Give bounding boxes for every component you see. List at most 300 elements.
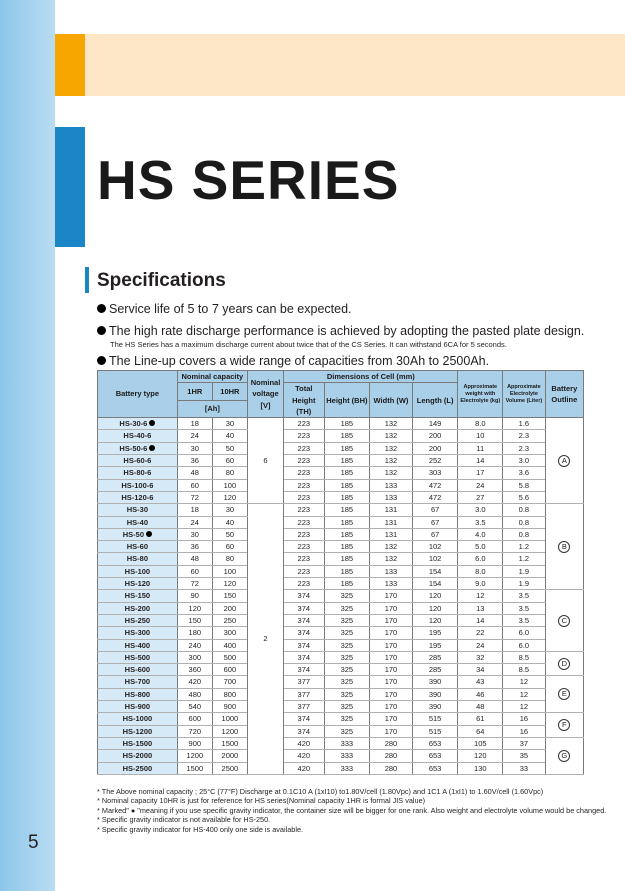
outline-circle-label: A xyxy=(558,455,570,467)
outline-circle-label: G xyxy=(558,750,570,762)
cell-weight: 14 xyxy=(458,614,503,626)
cell-width: 133 xyxy=(370,479,413,491)
table-row xyxy=(98,590,584,602)
cell-height: 333 xyxy=(324,762,370,774)
cell-battery-type: HS-800 xyxy=(98,688,178,700)
table-row xyxy=(98,737,584,749)
cell-width: 170 xyxy=(370,590,413,602)
table-row xyxy=(98,430,584,442)
cell-electrolyte-volume: 1.9 xyxy=(503,565,546,577)
cell-electrolyte-volume: 1.2 xyxy=(503,553,546,565)
table-row xyxy=(98,528,584,540)
header-battery-outline: Battery Outline xyxy=(545,371,583,418)
cell-capacity-1hr: 540 xyxy=(177,701,212,713)
cell-total-height: 374 xyxy=(284,627,324,639)
cell-length: 390 xyxy=(412,688,458,700)
cell-weight: 5.0 xyxy=(458,541,503,553)
cell-electrolyte-volume: 6.0 xyxy=(503,627,546,639)
cell-width: 132 xyxy=(370,442,413,454)
cell-battery-type: HS-250 xyxy=(98,614,178,626)
cell-total-height: 223 xyxy=(284,467,324,479)
table-row xyxy=(98,701,584,713)
cell-battery-outline xyxy=(545,418,583,504)
cell-capacity-1hr: 30 xyxy=(177,528,212,540)
cell-weight: 32 xyxy=(458,651,503,663)
cell-capacity-10hr: 80 xyxy=(212,553,247,565)
bullet-dot-icon xyxy=(97,356,106,365)
cell-width: 170 xyxy=(370,664,413,676)
footnote: * Nominal capacity 10HR is just for reference for HS series(Nominal capacity 1HR is formal JIS value) xyxy=(97,796,426,806)
table-row xyxy=(98,479,584,491)
cell-battery-type: HS-900 xyxy=(98,701,178,713)
cell-height: 325 xyxy=(324,725,370,737)
cell-battery-type: HS-30-6 xyxy=(98,418,178,430)
bullet-2: The high rate discharge performance is achieved by adopting the pasted plate design. xyxy=(97,322,612,340)
cell-height: 185 xyxy=(324,491,370,503)
cell-capacity-10hr: 50 xyxy=(212,528,247,540)
cell-total-height: 223 xyxy=(284,442,324,454)
cell-width: 131 xyxy=(370,504,413,516)
cell-battery-type: HS-1200 xyxy=(98,725,178,737)
table-row xyxy=(98,676,584,688)
cell-height: 325 xyxy=(324,713,370,725)
footnote: * The Above nominal capacity ; 25°C (77°F) Discharge at 0.1C10 A (1xI10) to1.80V/cell (1.80Vpc) and 1C1 A (1xI1) to 1.60V/cell (1.60Vpc) xyxy=(97,787,544,796)
cell-battery-type: HS-40-6 xyxy=(98,430,178,442)
cell-capacity-10hr: 1000 xyxy=(212,713,247,725)
cell-length: 200 xyxy=(412,430,458,442)
cell-capacity-1hr: 900 xyxy=(177,737,212,749)
cell-total-height: 223 xyxy=(284,455,324,467)
cell-capacity-1hr: 36 xyxy=(177,455,212,467)
table-row xyxy=(98,639,584,651)
cell-capacity-1hr: 24 xyxy=(177,430,212,442)
cell-capacity-10hr: 1500 xyxy=(212,737,247,749)
cell-height: 185 xyxy=(324,553,370,565)
cell-capacity-1hr: 24 xyxy=(177,516,212,528)
cell-width: 132 xyxy=(370,418,413,430)
cell-width: 132 xyxy=(370,467,413,479)
table-row xyxy=(98,418,584,430)
cell-electrolyte-volume: 6.0 xyxy=(503,639,546,651)
cell-capacity-10hr: 300 xyxy=(212,627,247,639)
cell-battery-type: HS-600 xyxy=(98,664,178,676)
cell-total-height: 374 xyxy=(284,725,324,737)
cell-capacity-1hr: 18 xyxy=(177,504,212,516)
cell-battery-type: HS-120-6 xyxy=(98,491,178,503)
bullet-dot-icon xyxy=(97,326,106,335)
cell-weight: 8.0 xyxy=(458,565,503,577)
cell-height: 325 xyxy=(324,639,370,651)
cell-capacity-10hr: 500 xyxy=(212,651,247,663)
cell-total-height: 374 xyxy=(284,664,324,676)
bullet-1: Service life of 5 to 7 years can be expected. xyxy=(97,300,612,318)
cell-height: 325 xyxy=(324,651,370,663)
cell-capacity-1hr: 120 xyxy=(177,602,212,614)
cell-capacity-1hr: 36 xyxy=(177,541,212,553)
cell-width: 132 xyxy=(370,430,413,442)
orange-accent-block xyxy=(55,34,85,96)
cell-height: 325 xyxy=(324,664,370,676)
cell-battery-outline xyxy=(545,737,583,774)
cell-height: 185 xyxy=(324,528,370,540)
cell-electrolyte-volume: 12 xyxy=(503,688,546,700)
cell-capacity-1hr: 600 xyxy=(177,713,212,725)
table-row xyxy=(98,725,584,737)
cell-width: 133 xyxy=(370,491,413,503)
cell-battery-type: HS-1000 xyxy=(98,713,178,725)
outline-circle-label: E xyxy=(558,688,570,700)
table-row xyxy=(98,541,584,553)
cell-height: 325 xyxy=(324,602,370,614)
cell-capacity-10hr: 40 xyxy=(212,516,247,528)
cell-weight: 34 xyxy=(458,664,503,676)
cell-electrolyte-volume: 1.9 xyxy=(503,578,546,590)
cell-total-height: 377 xyxy=(284,688,324,700)
footnotes xyxy=(97,787,607,834)
cell-width: 280 xyxy=(370,750,413,762)
cell-nominal-voltage: 2 xyxy=(247,504,283,775)
table-row xyxy=(98,565,584,577)
header-width: Width (W) xyxy=(370,383,413,418)
cell-total-height: 420 xyxy=(284,762,324,774)
cell-height: 185 xyxy=(324,504,370,516)
table-row xyxy=(98,455,584,467)
table-row xyxy=(98,627,584,639)
cell-width: 132 xyxy=(370,541,413,553)
table-row xyxy=(98,516,584,528)
cell-height: 185 xyxy=(324,516,370,528)
cell-height: 325 xyxy=(324,614,370,626)
cell-capacity-10hr: 1200 xyxy=(212,725,247,737)
cell-total-height: 223 xyxy=(284,578,324,590)
header-ah-unit: [Ah] xyxy=(177,400,247,417)
cell-total-height: 223 xyxy=(284,553,324,565)
header-dimensions: Dimensions of Cell (mm) xyxy=(284,371,458,383)
cell-weight: 61 xyxy=(458,713,503,725)
cell-width: 131 xyxy=(370,516,413,528)
cell-weight: 48 xyxy=(458,701,503,713)
cell-capacity-10hr: 200 xyxy=(212,602,247,614)
cell-length: 303 xyxy=(412,467,458,479)
header-10hr: 10HR xyxy=(212,383,247,400)
cell-height: 185 xyxy=(324,565,370,577)
cell-weight: 17 xyxy=(458,467,503,479)
cell-total-height: 223 xyxy=(284,504,324,516)
cell-length: 653 xyxy=(412,750,458,762)
page-title: HS SERIES xyxy=(97,149,400,211)
cell-battery-outline xyxy=(545,676,583,713)
cell-capacity-1hr: 240 xyxy=(177,639,212,651)
cell-capacity-10hr: 40 xyxy=(212,430,247,442)
cell-length: 390 xyxy=(412,701,458,713)
cell-length: 252 xyxy=(412,455,458,467)
outline-circle-label: B xyxy=(558,541,570,553)
cell-weight: 64 xyxy=(458,725,503,737)
header-total-height: Total Height (TH) xyxy=(284,383,324,418)
table-row xyxy=(98,491,584,503)
outline-circle-label: F xyxy=(558,719,570,731)
table-body xyxy=(98,418,584,775)
cell-weight: 4.0 xyxy=(458,528,503,540)
cell-electrolyte-volume: 16 xyxy=(503,713,546,725)
cell-height: 333 xyxy=(324,750,370,762)
cell-electrolyte-volume: 1.2 xyxy=(503,541,546,553)
cell-width: 170 xyxy=(370,602,413,614)
cell-length: 285 xyxy=(412,651,458,663)
cell-length: 515 xyxy=(412,713,458,725)
left-sidebar-band xyxy=(0,0,55,891)
header-approx-weight: Approximate weight with Electrolyte (kg) xyxy=(458,371,503,418)
cell-battery-outline xyxy=(545,651,583,676)
cell-battery-type: HS-100-6 xyxy=(98,479,178,491)
cell-width: 170 xyxy=(370,627,413,639)
marked-dot-icon xyxy=(149,445,155,451)
cell-capacity-10hr: 100 xyxy=(212,479,247,491)
cell-battery-outline xyxy=(545,504,583,590)
cell-weight: 46 xyxy=(458,688,503,700)
cell-capacity-1hr: 60 xyxy=(177,565,212,577)
cell-weight: 11 xyxy=(458,442,503,454)
cell-battery-type: HS-200 xyxy=(98,602,178,614)
cell-battery-type: HS-40 xyxy=(98,516,178,528)
cell-capacity-10hr: 100 xyxy=(212,565,247,577)
table-row xyxy=(98,762,584,774)
cell-weight: 43 xyxy=(458,676,503,688)
header-1hr: 1HR xyxy=(177,383,212,400)
cell-weight: 3.0 xyxy=(458,504,503,516)
bullet-3: The Line-up covers a wide range of capacities from 30Ah to 2500Ah. xyxy=(97,352,612,370)
marked-dot-icon xyxy=(149,420,155,426)
cell-electrolyte-volume: 0.8 xyxy=(503,528,546,540)
cell-battery-type: HS-50 xyxy=(98,528,178,540)
cell-width: 170 xyxy=(370,688,413,700)
outline-circle-label: D xyxy=(558,658,570,670)
cell-battery-type: HS-2500 xyxy=(98,762,178,774)
cell-weight: 8.0 xyxy=(458,418,503,430)
cell-weight: 3.5 xyxy=(458,516,503,528)
cell-weight: 24 xyxy=(458,639,503,651)
cell-capacity-10hr: 250 xyxy=(212,614,247,626)
cell-width: 132 xyxy=(370,553,413,565)
cell-height: 325 xyxy=(324,676,370,688)
cell-width: 280 xyxy=(370,762,413,774)
cell-total-height: 223 xyxy=(284,418,324,430)
cell-nominal-voltage: 6 xyxy=(247,418,283,504)
cell-electrolyte-volume: 3.5 xyxy=(503,590,546,602)
cell-height: 185 xyxy=(324,541,370,553)
header-approx-volume: Approximate Electrolyte Volume (Liter) xyxy=(503,371,546,418)
table-row xyxy=(98,553,584,565)
cell-capacity-10hr: 600 xyxy=(212,664,247,676)
cell-total-height: 374 xyxy=(284,602,324,614)
cell-weight: 130 xyxy=(458,762,503,774)
cell-electrolyte-volume: 0.8 xyxy=(503,516,546,528)
cell-weight: 27 xyxy=(458,491,503,503)
cell-capacity-1hr: 480 xyxy=(177,688,212,700)
cell-total-height: 374 xyxy=(284,651,324,663)
cell-length: 472 xyxy=(412,491,458,503)
cell-length: 102 xyxy=(412,541,458,553)
cell-total-height: 377 xyxy=(284,676,324,688)
cell-height: 325 xyxy=(324,590,370,602)
header-battery-type: Battery type xyxy=(98,371,178,418)
cell-total-height: 223 xyxy=(284,479,324,491)
cell-capacity-10hr: 900 xyxy=(212,701,247,713)
bullet-dot-icon xyxy=(97,304,106,313)
cell-length: 120 xyxy=(412,602,458,614)
header-height: Height (BH) xyxy=(324,383,370,418)
cell-length: 653 xyxy=(412,737,458,749)
cell-electrolyte-volume: 0.8 xyxy=(503,504,546,516)
table-row xyxy=(98,688,584,700)
cell-battery-type: HS-500 xyxy=(98,651,178,663)
cell-total-height: 377 xyxy=(284,701,324,713)
cell-battery-type: HS-300 xyxy=(98,627,178,639)
cell-capacity-1hr: 180 xyxy=(177,627,212,639)
cell-length: 200 xyxy=(412,442,458,454)
table-row xyxy=(98,713,584,725)
cell-electrolyte-volume: 3.6 xyxy=(503,467,546,479)
table-row xyxy=(98,750,584,762)
cell-capacity-10hr: 800 xyxy=(212,688,247,700)
cell-length: 67 xyxy=(412,528,458,540)
cell-capacity-10hr: 80 xyxy=(212,467,247,479)
cell-length: 195 xyxy=(412,639,458,651)
table-row xyxy=(98,664,584,676)
cell-total-height: 374 xyxy=(284,639,324,651)
cell-capacity-1hr: 720 xyxy=(177,725,212,737)
cell-total-height: 374 xyxy=(284,713,324,725)
cell-width: 131 xyxy=(370,528,413,540)
cell-width: 132 xyxy=(370,455,413,467)
cell-width: 170 xyxy=(370,614,413,626)
cell-electrolyte-volume: 16 xyxy=(503,725,546,737)
cell-battery-type: HS-60-6 xyxy=(98,455,178,467)
cell-length: 120 xyxy=(412,614,458,626)
cell-battery-type: HS-50-6 xyxy=(98,442,178,454)
cell-battery-type: HS-80-6 xyxy=(98,467,178,479)
cell-electrolyte-volume: 5.6 xyxy=(503,491,546,503)
cell-length: 472 xyxy=(412,479,458,491)
cell-width: 133 xyxy=(370,578,413,590)
cell-total-height: 223 xyxy=(284,491,324,503)
cell-length: 67 xyxy=(412,516,458,528)
footnote: * Specific gravity indicator is not available for HS-250. xyxy=(97,815,271,825)
cell-weight: 10 xyxy=(458,430,503,442)
cell-electrolyte-volume: 37 xyxy=(503,737,546,749)
cell-total-height: 223 xyxy=(284,430,324,442)
cell-capacity-10hr: 120 xyxy=(212,491,247,503)
cell-capacity-10hr: 120 xyxy=(212,578,247,590)
footnote: * Marked" ● "meaning if you use specific gravity indicator, the container size will be bigger for one rank. Also weight and electrolyte volume would be changed. xyxy=(97,805,607,815)
cell-width: 170 xyxy=(370,651,413,663)
cell-height: 325 xyxy=(324,627,370,639)
cell-electrolyte-volume: 8.5 xyxy=(503,651,546,663)
cell-electrolyte-volume: 2.3 xyxy=(503,442,546,454)
table-row xyxy=(98,467,584,479)
cell-electrolyte-volume: 35 xyxy=(503,750,546,762)
cell-weight: 105 xyxy=(458,737,503,749)
cell-weight: 12 xyxy=(458,590,503,602)
cell-battery-type: HS-2000 xyxy=(98,750,178,762)
cell-total-height: 420 xyxy=(284,750,324,762)
cell-height: 185 xyxy=(324,430,370,442)
cell-height: 325 xyxy=(324,688,370,700)
cell-capacity-1hr: 1200 xyxy=(177,750,212,762)
cell-width: 170 xyxy=(370,725,413,737)
cell-weight: 13 xyxy=(458,602,503,614)
cell-capacity-1hr: 420 xyxy=(177,676,212,688)
cell-capacity-10hr: 50 xyxy=(212,442,247,454)
cell-height: 185 xyxy=(324,442,370,454)
outline-circle-label: C xyxy=(558,615,570,627)
top-color-band xyxy=(55,34,625,96)
cell-capacity-1hr: 90 xyxy=(177,590,212,602)
cell-electrolyte-volume: 3.5 xyxy=(503,602,546,614)
cell-capacity-10hr: 400 xyxy=(212,639,247,651)
cell-height: 185 xyxy=(324,455,370,467)
cell-length: 285 xyxy=(412,664,458,676)
cell-height: 185 xyxy=(324,467,370,479)
cell-length: 653 xyxy=(412,762,458,774)
cell-capacity-10hr: 60 xyxy=(212,455,247,467)
cell-height: 333 xyxy=(324,737,370,749)
table-row xyxy=(98,651,584,663)
cell-capacity-10hr: 60 xyxy=(212,541,247,553)
cell-electrolyte-volume: 8.5 xyxy=(503,664,546,676)
cell-weight: 24 xyxy=(458,479,503,491)
cell-battery-type: HS-120 xyxy=(98,578,178,590)
cell-weight: 120 xyxy=(458,750,503,762)
page-number: 5 xyxy=(28,832,39,853)
cell-battery-type: HS-400 xyxy=(98,639,178,651)
cell-capacity-1hr: 150 xyxy=(177,614,212,626)
cell-weight: 9.0 xyxy=(458,578,503,590)
cell-length: 154 xyxy=(412,565,458,577)
blue-accent-block xyxy=(55,127,85,247)
cell-height: 185 xyxy=(324,578,370,590)
cell-electrolyte-volume: 12 xyxy=(503,676,546,688)
cell-width: 133 xyxy=(370,565,413,577)
table-row xyxy=(98,504,584,516)
cell-battery-type: HS-150 xyxy=(98,590,178,602)
cell-weight: 22 xyxy=(458,627,503,639)
table-row xyxy=(98,442,584,454)
cell-capacity-1hr: 72 xyxy=(177,491,212,503)
cell-battery-type: HS-60 xyxy=(98,541,178,553)
cell-capacity-1hr: 48 xyxy=(177,467,212,479)
marked-dot-icon xyxy=(146,531,152,537)
cell-length: 154 xyxy=(412,578,458,590)
cell-capacity-10hr: 2500 xyxy=(212,762,247,774)
cell-width: 170 xyxy=(370,701,413,713)
cell-length: 67 xyxy=(412,504,458,516)
cell-total-height: 420 xyxy=(284,737,324,749)
cell-battery-type: HS-700 xyxy=(98,676,178,688)
cell-capacity-1hr: 1500 xyxy=(177,762,212,774)
cell-height: 325 xyxy=(324,701,370,713)
cell-width: 280 xyxy=(370,737,413,749)
cell-battery-outline xyxy=(545,590,583,651)
cell-battery-type: HS-80 xyxy=(98,553,178,565)
bullet-list xyxy=(97,300,612,370)
cell-width: 170 xyxy=(370,639,413,651)
cell-total-height: 223 xyxy=(284,565,324,577)
specifications-table xyxy=(97,370,584,775)
table-row xyxy=(98,614,584,626)
cell-width: 170 xyxy=(370,713,413,725)
cell-capacity-10hr: 2000 xyxy=(212,750,247,762)
